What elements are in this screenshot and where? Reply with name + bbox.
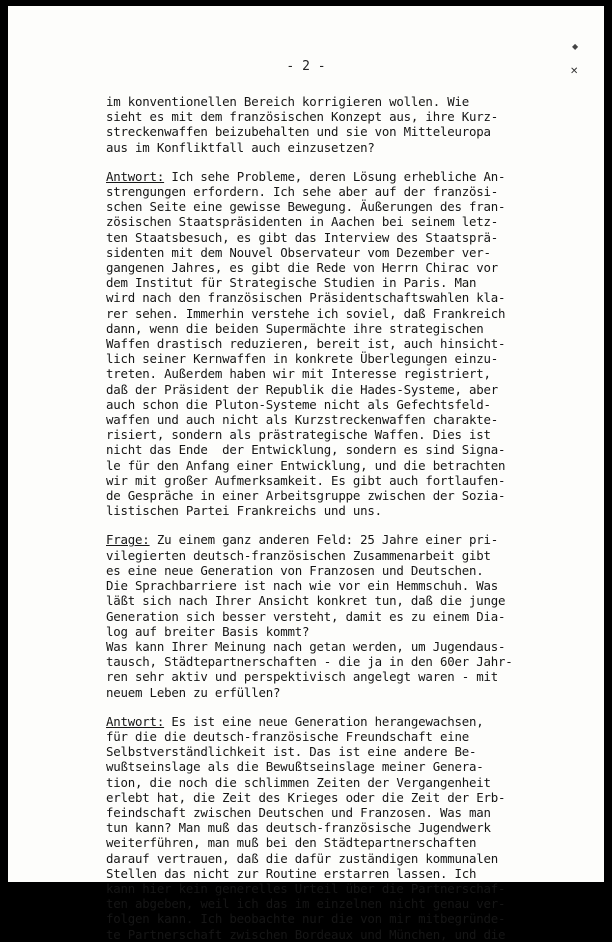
text-line: sieht es mit dem französischen Konzept aus, ihre Kurz- xyxy=(106,109,499,125)
text-line: läßt sich nach Ihrer Ansicht konkret tun, daß die junge xyxy=(106,593,506,609)
text-line: listischen Partei Frankreichs und uns. xyxy=(106,503,382,519)
text-line: tion, die noch die schlimmen Zeiten der Vergangenheit xyxy=(106,774,491,790)
text-line: zösischen Staatspräsidenten in Aachen bei seinem letz- xyxy=(106,214,499,230)
text-line: vilegierten deutsch-französischen Zusammenarbeit gibt xyxy=(106,547,491,563)
text-line: auch schon die Pluton-Systeme nicht als Gefechtsfeld- xyxy=(106,396,491,412)
margin-mark: ✕ xyxy=(570,66,579,77)
text-line: es eine neue Generation von Franzosen und Deutschen. xyxy=(106,562,484,578)
text-line: Stellen das nicht zur Routine erstarren lassen. Ich xyxy=(106,865,477,881)
text-line: de Gespräche in einer Arbeitsgruppe zwischen der Sozia- xyxy=(106,488,506,504)
page-number: - 2 - xyxy=(286,59,326,74)
text-line: erlebt hat, die Zeit des Krieges oder die Zeit der Erb- xyxy=(106,789,506,805)
text-line: tausch, Städtepartnerschaften - die ja in den 60er Jahr- xyxy=(106,654,513,670)
text-line: weiterführen, man muß bei den Städtepartnerschaften xyxy=(106,835,477,851)
paragraph-first-line: Antwort: Ich sehe Probleme, deren Lösung erhebliche An- xyxy=(106,168,506,184)
text-line: treten. Außerdem haben wir mit Interesse registriert, xyxy=(106,366,491,382)
text-line: neuem Leben zu erfüllen? xyxy=(106,684,281,700)
paragraph-first-line: Frage: Zu einem ganz anderen Feld: 25 Jahre einer pri- xyxy=(106,532,499,548)
answer-paragraph xyxy=(106,169,606,519)
text-line: daß der Präsident der Republik die Hades-Systeme, aber xyxy=(106,381,499,397)
text-line: sidenten mit dem Nouvel Observateur vom Dezember ver- xyxy=(106,244,491,260)
text-line: Was kann Ihrer Meinung nach getan werden, um Jugendaus- xyxy=(106,638,506,654)
question-paragraph xyxy=(106,532,606,699)
text-line: tun kann? Man muß das deutsch-französische Jugendwerk xyxy=(106,820,491,836)
text-line: wird nach den französischen Präsidentschaftswahlen kla- xyxy=(106,290,506,306)
question-continuation xyxy=(106,94,606,155)
text-line: darauf vertrauen, daß die dafür zuständigen kommunalen xyxy=(106,850,499,866)
document-body xyxy=(106,94,606,942)
text-line: für die die deutsch-französische Freundschaft eine xyxy=(106,728,469,744)
document-page xyxy=(8,6,604,942)
text-line: ten Staatsbesuch, es gibt das Interview des Staatsprä- xyxy=(106,229,499,245)
text-line: wußtseinslage als die Bewußtseinslage meiner Genera- xyxy=(106,759,484,775)
answer-label: Antwort: xyxy=(106,168,165,184)
text-line: dem Institut für Strategische Studien in Paris. Man xyxy=(106,275,477,291)
text-line: ten abgeben, weil ich das im einzelnen nicht genau ver- xyxy=(106,896,506,912)
text-line: lich seiner Kernwaffen in konkrete Überlegungen einzu- xyxy=(106,351,499,367)
text-line: le für den Anfang einer Entwicklung, und die betrachten xyxy=(106,457,506,473)
text-line: log auf breiter Basis kommt? xyxy=(106,623,310,639)
margin-mark: ◆ xyxy=(572,42,579,51)
text-line: kann hier kein generelles Urteil über die Partnerschaf- xyxy=(106,880,506,896)
text-line: wir mit großer Aufmerksamkeit. Es gibt auch fortlaufen- xyxy=(106,472,506,488)
paragraph-first-line: Antwort: Es ist eine neue Generation herangewachsen, xyxy=(106,713,484,729)
answer-paragraph xyxy=(106,714,606,942)
text-line: gangenen Jahres, es gibt die Rede von Herrn Chirac vor xyxy=(106,260,499,276)
question-label: Frage: xyxy=(106,532,150,548)
text-line: nicht das Ende der Entwicklung, sondern es sind Signa- xyxy=(106,442,506,458)
text-line: te Partnerschaft zwischen Bordeaux und München, und die xyxy=(106,926,506,942)
text-line: Generation sich besser versteht, damit es zu einem Dia- xyxy=(106,608,506,624)
text-line: strengungen erfordern. Ich sehe aber auf der französi- xyxy=(106,184,499,200)
text-line: ren sehr aktiv und perspektivisch angelegt waren - mit xyxy=(106,669,499,685)
text-line: Waffen drastisch reduzieren, bereit ist, auch hinsicht- xyxy=(106,336,506,352)
answer-label: Antwort: xyxy=(106,713,165,729)
text-line: aus im Konfliktfall auch einzusetzen? xyxy=(106,139,375,155)
text-line: streckenwaffen beizubehalten und sie von Mitteleuropa xyxy=(106,124,491,140)
text-line: Die Sprachbarriere ist nach wie vor ein Hemmschuh. Was xyxy=(106,578,499,594)
text-line: Selbstverständlichkeit ist. Das ist eine andere Be- xyxy=(106,744,477,760)
text-line: waffen und auch nicht als Kurzstreckenwaffen charakte- xyxy=(106,412,499,428)
text-line: schen Seite eine gewisse Bewegung. Äußerungen des fran- xyxy=(106,199,506,215)
text-line: im konventionellen Bereich korrigieren wollen. Wie xyxy=(106,94,469,109)
text-line: feindschaft zwischen Deutschen und Franzosen. Was man xyxy=(106,804,491,820)
text-line: risiert, sondern als prästrategische Waffen. Dies ist xyxy=(106,427,491,443)
text-line: folgen kann. Ich beobachte nur die von mir mitbegründe- xyxy=(106,911,506,927)
text-line: dann, wenn die beiden Supermächte ihre strategischen xyxy=(106,320,484,336)
text-line: rer sehen. Immerhin verstehe ich soviel, daß Frankreich xyxy=(106,305,506,321)
